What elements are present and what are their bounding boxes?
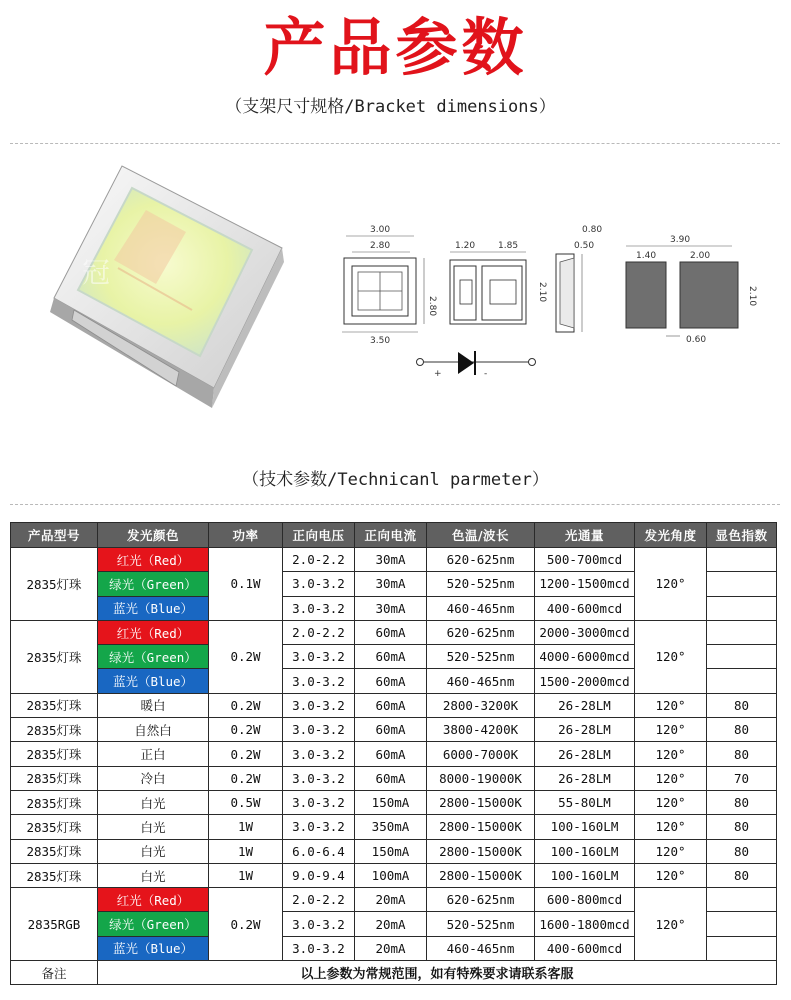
diode-plus: + (434, 369, 442, 379)
table-row (11, 693, 777, 717)
cell-color: 暖白 (98, 693, 209, 717)
cell-flux: 600-800mcd (535, 888, 635, 912)
table-row (11, 888, 777, 912)
cell-power: 0.2W (209, 888, 283, 961)
dim-thick1: 0.80 (582, 225, 603, 235)
cell-power: 1W (209, 839, 283, 863)
header-model: 产品型号 (11, 523, 98, 548)
note-label: 备注 (11, 961, 98, 985)
cell-color-green: 绿光（Green） (98, 645, 209, 669)
cell-cri (707, 620, 777, 644)
cell-current: 30mA (355, 572, 427, 596)
cell-flux: 26-28LM (535, 766, 635, 790)
cell-color-green: 绿光（Green） (98, 912, 209, 936)
dim-pad2: 1.85 (498, 241, 519, 251)
cell-voltage: 3.0-3.2 (283, 693, 355, 717)
cell-current: 60mA (355, 718, 427, 742)
cell-power: 0.1W (209, 548, 283, 621)
dim-top-w2: 2.80 (370, 241, 391, 251)
header-power: 功率 (209, 523, 283, 548)
cell-flux: 500-700mcd (535, 548, 635, 572)
cell-wavelength: 2800-15000K (427, 790, 535, 814)
cell-power: 0.2W (209, 718, 283, 742)
cell-model: 2835灯珠 (11, 863, 98, 887)
cell-cri (707, 645, 777, 669)
cell-wavelength: 8000-19000K (427, 766, 535, 790)
cell-power: 0.2W (209, 766, 283, 790)
header-wavelength: 色温/波长 (427, 523, 535, 548)
cell-current: 20mA (355, 936, 427, 960)
cell-flux: 100-160LM (535, 815, 635, 839)
cell-cri: 80 (707, 693, 777, 717)
cell-power: 1W (209, 815, 283, 839)
cell-flux: 100-160LM (535, 863, 635, 887)
cell-voltage: 3.0-3.2 (283, 572, 355, 596)
cell-current: 60mA (355, 620, 427, 644)
table-row (11, 742, 777, 766)
cell-current: 20mA (355, 912, 427, 936)
cell-color-blue: 蓝光（Blue） (98, 669, 209, 693)
cell-cri (707, 669, 777, 693)
header-color: 发光颜色 (98, 523, 209, 548)
cell-angle: 120° (635, 863, 707, 887)
cell-flux: 100-160LM (535, 839, 635, 863)
cell-voltage: 3.0-3.2 (283, 815, 355, 839)
tech-params-heading: （技术参数/Technicanl parmeter） (242, 470, 549, 490)
cell-color: 白光 (98, 790, 209, 814)
cell-angle: 120° (635, 718, 707, 742)
dim-side-h: 2.80 (427, 296, 437, 317)
cell-flux: 26-28LM (535, 742, 635, 766)
cell-flux: 1500-2000mcd (535, 669, 635, 693)
dim-pad-h: 2.10 (537, 282, 547, 303)
cell-model: 2835灯珠 (11, 815, 98, 839)
diode-minus: - (484, 369, 488, 379)
cell-voltage: 3.0-3.2 (283, 718, 355, 742)
cell-model: 2835灯珠 (11, 766, 98, 790)
spec-table (10, 522, 777, 985)
cell-wavelength: 520-525nm (427, 912, 535, 936)
bracket-dimensions-heading: （支架尺寸规格/Bracket dimensions） (225, 97, 556, 117)
dim-foot1: 1.40 (636, 251, 657, 261)
cell-wavelength: 620-625nm (427, 548, 535, 572)
cell-flux: 400-600mcd (535, 596, 635, 620)
cell-color-red: 红光（Red） (98, 620, 209, 644)
cell-voltage: 2.0-2.2 (283, 888, 355, 912)
cell-voltage: 3.0-3.2 (283, 912, 355, 936)
cell-angle: 120° (635, 620, 707, 693)
cell-angle: 120° (635, 742, 707, 766)
led-chip-photo (14, 150, 314, 440)
cell-voltage: 3.0-3.2 (283, 645, 355, 669)
cell-wavelength: 460-465nm (427, 936, 535, 960)
cell-cri (707, 596, 777, 620)
cell-power: 0.2W (209, 693, 283, 717)
cell-model: 2835灯珠 (11, 548, 98, 621)
cell-color: 自然白 (98, 718, 209, 742)
header-current: 正向电流 (355, 523, 427, 548)
cell-wavelength: 3800-4200K (427, 718, 535, 742)
cell-angle: 120° (635, 548, 707, 621)
table-row (11, 548, 777, 572)
cell-power: 0.2W (209, 620, 283, 693)
cell-color: 白光 (98, 863, 209, 887)
cell-current: 60mA (355, 766, 427, 790)
cell-flux: 400-600mcd (535, 936, 635, 960)
cell-power: 0.2W (209, 742, 283, 766)
cell-color-red: 红光（Red） (98, 548, 209, 572)
cell-cri: 80 (707, 718, 777, 742)
cell-wavelength: 2800-15000K (427, 863, 535, 887)
cell-voltage: 9.0-9.4 (283, 863, 355, 887)
divider (10, 143, 780, 144)
cell-cri (707, 548, 777, 572)
cell-current: 60mA (355, 693, 427, 717)
cell-current: 150mA (355, 839, 427, 863)
cell-current: 60mA (355, 742, 427, 766)
cell-color: 白光 (98, 815, 209, 839)
cell-color: 冷白 (98, 766, 209, 790)
cell-model: 2835灯珠 (11, 693, 98, 717)
header-flux: 光通量 (535, 523, 635, 548)
cell-voltage: 3.0-3.2 (283, 766, 355, 790)
cell-angle: 120° (635, 839, 707, 863)
cell-color-green: 绿光（Green） (98, 572, 209, 596)
svg-text:冠: 冠 (82, 256, 111, 289)
table-header-row (11, 523, 777, 548)
cell-current: 20mA (355, 888, 427, 912)
cell-angle: 120° (635, 790, 707, 814)
cell-power: 0.5W (209, 790, 283, 814)
cell-model: 2835灯珠 (11, 620, 98, 693)
note-text: 以上参数为常规范围，如有特殊要求请联系客服 (98, 961, 777, 985)
cell-wavelength: 620-625nm (427, 888, 535, 912)
cell-voltage: 3.0-3.2 (283, 936, 355, 960)
cell-wavelength: 2800-15000K (427, 839, 535, 863)
cell-color-blue: 蓝光（Blue） (98, 936, 209, 960)
cell-voltage: 3.0-3.2 (283, 596, 355, 620)
cell-cri (707, 888, 777, 912)
cell-voltage: 3.0-3.2 (283, 742, 355, 766)
table-row (11, 718, 777, 742)
cell-color: 正白 (98, 742, 209, 766)
cell-flux: 1600-1800mcd (535, 912, 635, 936)
dim-foot-gap: 0.60 (686, 335, 707, 345)
cell-flux: 4000-6000mcd (535, 645, 635, 669)
cell-current: 30mA (355, 596, 427, 620)
cell-model: 2835灯珠 (11, 790, 98, 814)
cell-angle: 120° (635, 766, 707, 790)
header-angle: 发光角度 (635, 523, 707, 548)
cell-current: 60mA (355, 669, 427, 693)
cell-current: 100mA (355, 863, 427, 887)
cell-angle: 120° (635, 815, 707, 839)
cell-angle: 120° (635, 693, 707, 717)
cell-voltage: 3.0-3.2 (283, 790, 355, 814)
table-row (11, 766, 777, 790)
table-row (11, 815, 777, 839)
cell-flux: 55-80LM (535, 790, 635, 814)
cell-voltage: 6.0-6.4 (283, 839, 355, 863)
cell-cri: 80 (707, 790, 777, 814)
cell-wavelength: 460-465nm (427, 596, 535, 620)
cell-current: 60mA (355, 645, 427, 669)
cell-cri (707, 936, 777, 960)
cell-wavelength: 520-525nm (427, 645, 535, 669)
table-row (11, 620, 777, 644)
cell-wavelength: 520-525nm (427, 572, 535, 596)
cell-model: 2835灯珠 (11, 718, 98, 742)
cell-model: 2835RGB (11, 888, 98, 961)
cell-current: 150mA (355, 790, 427, 814)
table-row (11, 790, 777, 814)
dim-foot-h: 2.10 (747, 286, 757, 307)
dim-pad1: 1.20 (455, 241, 476, 251)
cell-voltage: 3.0-3.2 (283, 669, 355, 693)
cell-current: 350mA (355, 815, 427, 839)
dim-thick2: 0.50 (574, 241, 595, 251)
cell-voltage: 2.0-2.2 (283, 620, 355, 644)
table-row (11, 863, 777, 887)
cell-flux: 26-28LM (535, 718, 635, 742)
cell-color-red: 红光（Red） (98, 888, 209, 912)
header-voltage: 正向电压 (283, 523, 355, 548)
cell-model: 2835灯珠 (11, 742, 98, 766)
table-row (11, 839, 777, 863)
dim-foot-total: 3.90 (670, 235, 691, 245)
cell-color: 白光 (98, 839, 209, 863)
cell-angle: 120° (635, 888, 707, 961)
cell-flux: 26-28LM (535, 693, 635, 717)
page-title: 产品参数 (263, 11, 528, 84)
cell-flux: 1200-1500mcd (535, 572, 635, 596)
cell-wavelength: 460-465nm (427, 669, 535, 693)
cell-wavelength: 2800-15000K (427, 815, 535, 839)
header-cri: 显色指数 (707, 523, 777, 548)
cell-color-blue: 蓝光（Blue） (98, 596, 209, 620)
cell-wavelength: 620-625nm (427, 620, 535, 644)
cell-model: 2835灯珠 (11, 839, 98, 863)
cell-cri: 80 (707, 815, 777, 839)
cell-current: 30mA (355, 548, 427, 572)
cell-flux: 2000-3000mcd (535, 620, 635, 644)
divider (10, 504, 780, 505)
cell-power: 1W (209, 863, 283, 887)
cell-voltage: 2.0-2.2 (283, 548, 355, 572)
cell-cri: 70 (707, 766, 777, 790)
dim-bottom-w: 3.50 (370, 336, 391, 346)
cell-cri (707, 912, 777, 936)
cell-wavelength: 6000-7000K (427, 742, 535, 766)
dim-top-w1: 3.00 (370, 225, 391, 235)
cell-cri: 80 (707, 839, 777, 863)
cell-wavelength: 2800-3200K (427, 693, 535, 717)
cell-cri: 80 (707, 863, 777, 887)
dim-foot2: 2.00 (690, 251, 711, 261)
cell-cri (707, 572, 777, 596)
cell-cri: 80 (707, 742, 777, 766)
dimension-drawing (330, 196, 780, 396)
note-row (11, 961, 777, 985)
